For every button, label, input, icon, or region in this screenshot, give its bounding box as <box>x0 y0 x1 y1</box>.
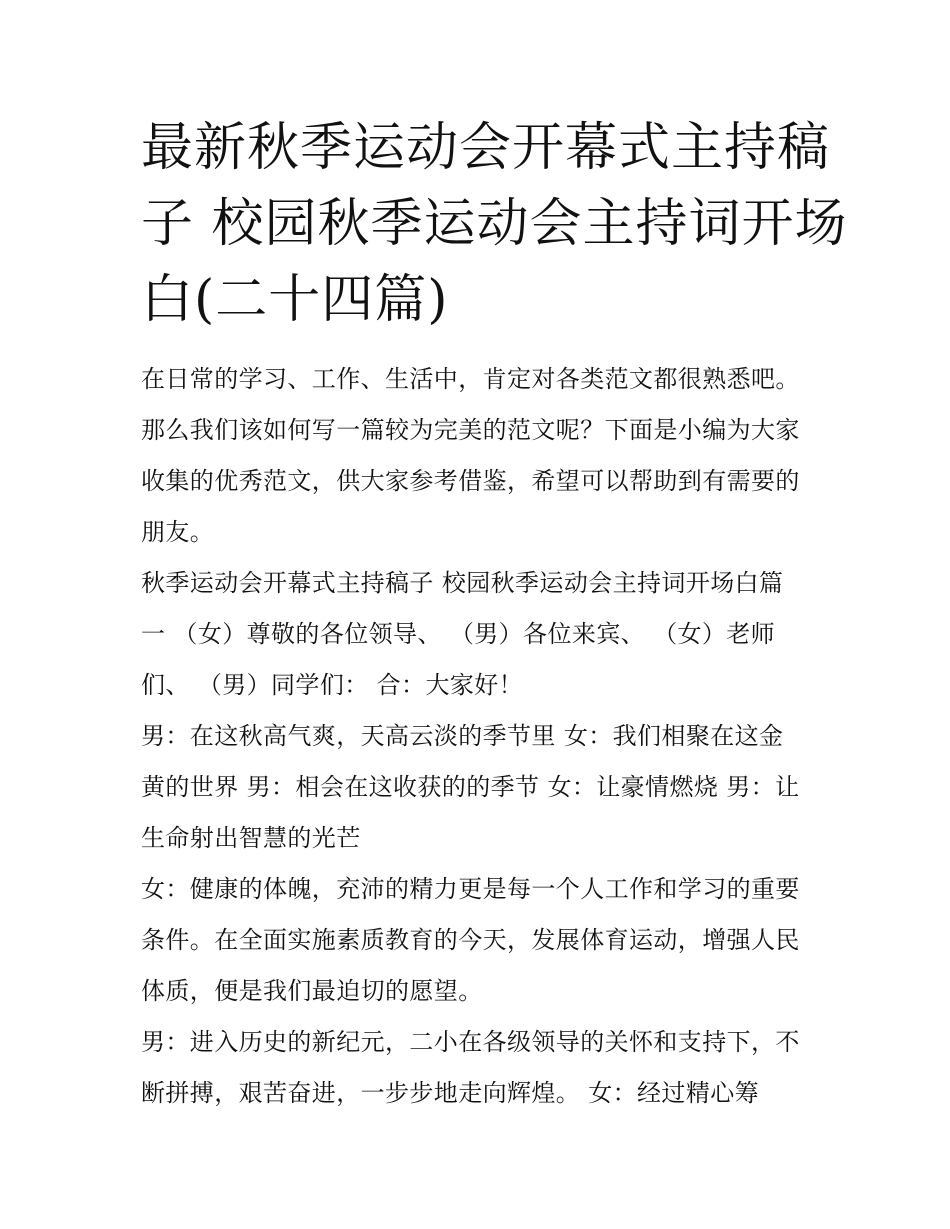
body-line: 条件。在全面实施素质教育的今天，发展体育运动，增强人民 <box>141 926 800 954</box>
body-line: 在日常的学习、工作、生活中，肯定对各类范文都很熟悉吧。 <box>141 365 800 393</box>
title-line-1: 最新秋季运动会开幕式主持稿 <box>141 118 831 178</box>
body-line: 生命射出智慧的光芒 <box>141 824 361 852</box>
title-line-2: 子 校园秋季运动会主持词开场 <box>141 194 848 254</box>
body-line: 男：进入历史的新纪元，二小在各级领导的关怀和支持下，不 <box>141 1028 800 1056</box>
body-line: 一 （女）尊敬的各位领导、 （男）各位来宾、 （女）老师 <box>141 620 776 648</box>
body-line: 体质，便是我们最迫切的愿望。 <box>141 977 483 1005</box>
body-line: 收集的优秀范文，供大家参考借鉴，希望可以帮助到有需要的 <box>141 467 800 495</box>
title-line-3: 白(二十四篇) <box>141 270 449 330</box>
body-line: 们、 （男）同学们： 合：大家好！ <box>141 671 524 699</box>
body-line: 断拼搏，艰苦奋进，一步步地走向辉煌。 女：经过精心筹 <box>141 1079 760 1107</box>
body-line: 男：在这秋高气爽，天高云淡的季节里 女：我们相聚在这金 <box>141 722 784 750</box>
document-body <box>141 354 821 1119</box>
document-title <box>141 110 848 338</box>
body-line: 朋友。 <box>141 518 215 546</box>
body-line: 那么我们该如何写一篇较为完美的范文呢？下面是小编为大家 <box>141 416 800 444</box>
body-line: 黄的世界 男：相会在这收获的的季节 女：让豪情燃烧 男：让 <box>141 773 800 801</box>
body-line: 秋季运动会开幕式主持稿子 校园秋季运动会主持词开场白篇 <box>141 569 784 597</box>
body-line: 女：健康的体魄，充沛的精力更是每一个人工作和学习的重要 <box>141 875 800 903</box>
